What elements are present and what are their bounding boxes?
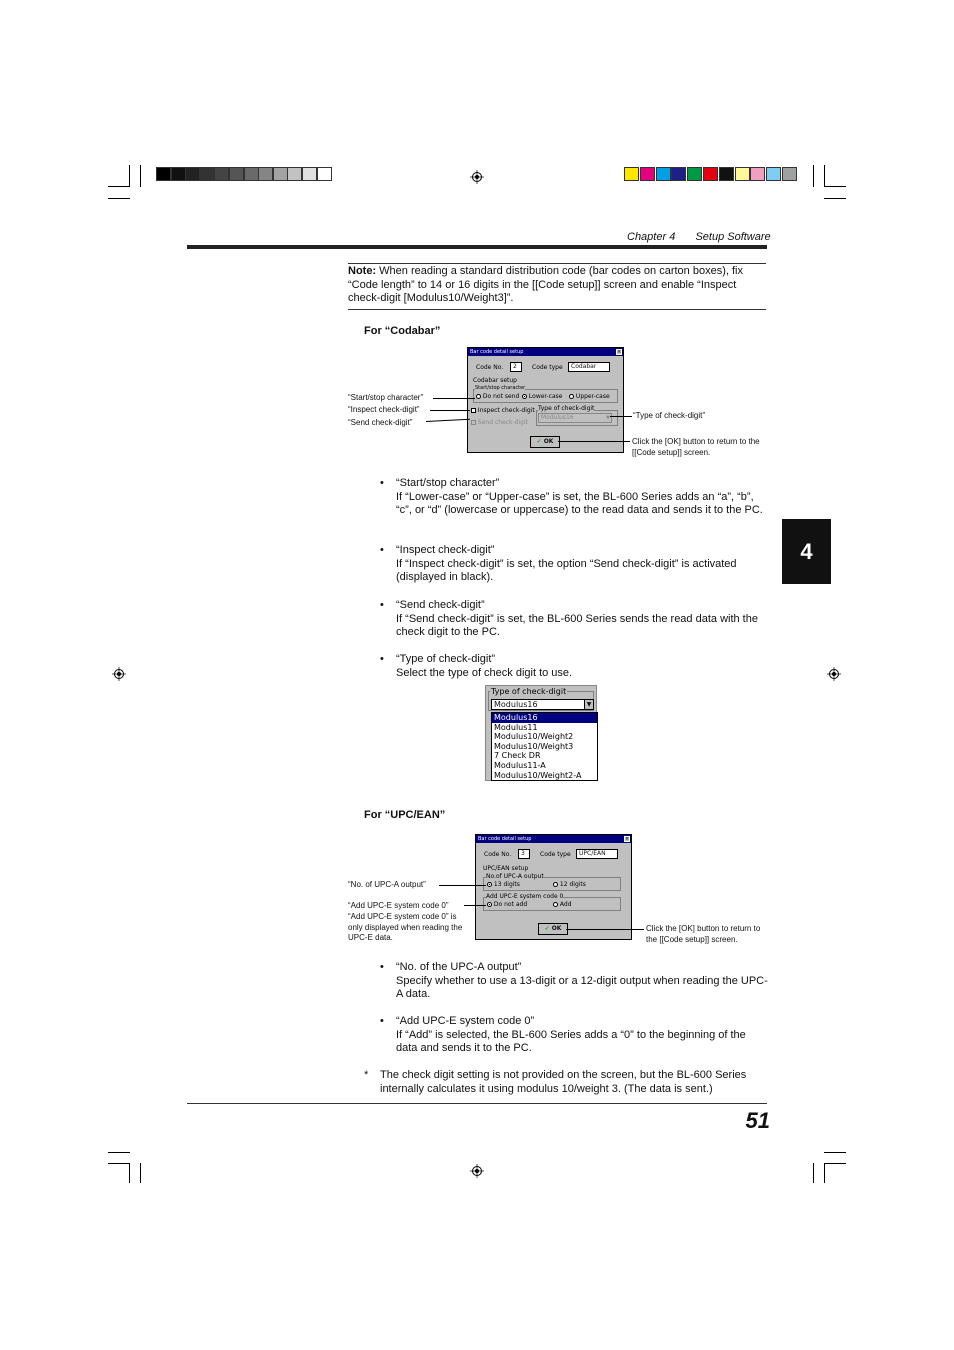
radio-13-digits[interactable]	[487, 881, 520, 888]
checkbox-label: Send check-digit	[477, 419, 528, 426]
check-icon: ✓	[544, 925, 550, 932]
callout-inspect: “Inspect check-digit”	[348, 405, 420, 414]
code-no-field[interactable]: 3	[518, 849, 530, 859]
process-swatch	[703, 167, 718, 181]
leader-line	[558, 441, 630, 442]
codabar-heading: For “Codabar”	[364, 325, 441, 337]
grey-swatch	[214, 167, 229, 181]
crop-mark	[108, 198, 130, 199]
callout-startstop: “Start/stop character”	[348, 393, 424, 402]
bullet-icon: •	[380, 599, 384, 611]
process-swatch	[782, 167, 797, 181]
bullet-title: “Send check-digit”	[396, 599, 485, 611]
registration-mark-icon	[470, 170, 484, 184]
note-label: Note:	[348, 265, 377, 277]
crop-mark	[824, 186, 846, 187]
page-number: 51	[745, 1108, 770, 1133]
bullet-icon: •	[380, 653, 384, 665]
bullet-type	[380, 653, 770, 680]
process-swatch	[624, 167, 639, 181]
bullet-icon: •	[380, 477, 384, 489]
bullet-title: “No. of the UPC-A output”	[396, 961, 522, 973]
inspect-checkbox[interactable]	[471, 407, 535, 414]
running-header	[627, 231, 771, 243]
process-swatch	[766, 167, 781, 181]
process-swatch	[687, 167, 702, 181]
send-checkbox[interactable]	[471, 419, 528, 426]
crop-mark	[108, 1152, 130, 1153]
bullet-body: If “Lower-case” or “Upper-case” is set, the BL-600 Series adds an “a”, “b”, “c”, or “d” (lowercase or uppercase) to the read data and sends it to the PC.	[396, 490, 763, 516]
dropdown-option[interactable]: 7 Check DR	[494, 751, 541, 761]
leader-line	[464, 905, 486, 906]
process-swatch	[750, 167, 765, 181]
leader-line	[566, 929, 644, 930]
code-type-label: Code type	[540, 851, 571, 858]
radio-icon	[553, 882, 558, 887]
callout-send: “Send check-digit”	[348, 418, 413, 427]
dropdown-option[interactable]: Modulus16	[492, 713, 597, 723]
crop-mark	[813, 165, 814, 187]
dropdown-option[interactable]: Modulus11-A	[494, 760, 546, 770]
type-select-value: Modulus16	[541, 414, 574, 421]
callout-upce-note: “Add UPC-E system code 0” is only displayed when reading the UPC-E data.	[348, 912, 463, 942]
upce-group-label: Add UPC-E system code 0	[486, 893, 564, 900]
dropdown-select[interactable]	[491, 699, 594, 710]
note-block	[348, 265, 766, 306]
registration-mark-icon	[470, 1164, 484, 1178]
radio-icon	[476, 394, 481, 399]
codabar-group-label: Codabar setup	[473, 377, 517, 384]
bullet-title: “Inspect check-digit”	[396, 544, 495, 556]
radio-label: Add	[559, 901, 572, 908]
chevron-down-icon: ▼	[606, 415, 610, 421]
grey-swatch	[244, 167, 259, 181]
bullet-title: “Type of check-digit”	[396, 653, 496, 665]
dropdown-list	[491, 712, 598, 781]
process-swatch	[735, 167, 750, 181]
ok-button[interactable]	[530, 436, 560, 448]
chapter-label: Chapter 4	[627, 231, 676, 243]
leader-line	[439, 885, 486, 886]
grey-swatch	[156, 167, 171, 181]
crop-mark	[824, 1163, 846, 1164]
process-swatch	[656, 167, 671, 181]
codabar-dialog	[467, 347, 624, 453]
crop-mark	[824, 1152, 846, 1153]
process-swatch	[719, 167, 734, 181]
callout-ok: Click the [OK] button to return to the [[Code setup]] screen.	[646, 924, 761, 944]
radio-label: Do not add	[493, 901, 528, 908]
code-type-field[interactable]: UPC/EAN	[576, 849, 618, 859]
header-rule	[187, 245, 767, 249]
crop-mark	[813, 1163, 814, 1183]
upcean-group-label: UPC/EAN setup	[483, 865, 529, 872]
note-top-rule	[348, 263, 766, 264]
dialog-titlebar	[476, 835, 631, 843]
ok-button[interactable]	[538, 923, 568, 935]
checkbox-icon	[471, 420, 476, 425]
crop-mark	[140, 1163, 141, 1183]
radio-do-not-send[interactable]	[476, 393, 519, 400]
radio-label: 12 digits	[559, 881, 586, 888]
radio-label: Do not send	[482, 393, 520, 400]
leader-line	[433, 398, 475, 399]
radio-icon	[553, 902, 558, 907]
registration-mark-icon	[827, 667, 841, 681]
callout-upca: “No. of UPC-A output”	[348, 880, 426, 889]
grey-swatch	[287, 167, 302, 181]
bullet-body: If “Send check-digit” is set, the BL-600 Series sends the read data with the check digit to the PC.	[396, 612, 758, 638]
grey-swatch	[258, 167, 273, 181]
crop-mark	[824, 165, 825, 187]
bullet-inspect	[380, 544, 770, 585]
bullet-title: “Add UPC-E system code 0”	[396, 1015, 535, 1027]
radio-icon	[569, 394, 574, 399]
bullet-icon: •	[380, 544, 384, 556]
radio-upper-case[interactable]	[569, 393, 610, 400]
process-swatch	[640, 167, 655, 181]
dialog-title: Bar code detail setup	[478, 836, 532, 842]
bullet-upca	[380, 961, 770, 1002]
type-group-label: Type of check-digit	[538, 405, 595, 412]
dropdown-option[interactable]: Modulus10/Weight2-A	[494, 770, 582, 780]
bullet-icon: •	[380, 961, 384, 973]
footer-rule	[187, 1103, 767, 1104]
bullet-icon: •	[380, 1015, 384, 1027]
section-label: Setup Software	[695, 231, 771, 243]
radio-label: Lower-case	[528, 393, 563, 400]
note-text: When reading a standard distribution code (bar codes on carton boxes), fix “Code length” to 14 or 16 digits in the [[Code setup]] screen and enable “Inspect check-digit [Modulus10/Weight3]”.	[348, 265, 743, 304]
upca-group-label: No.of UPC-A output	[486, 873, 544, 880]
code-no-label: Code No.	[484, 851, 512, 858]
bullet-send	[380, 599, 770, 640]
grey-swatch	[317, 167, 332, 181]
type-select[interactable]	[538, 413, 612, 423]
close-icon[interactable]: ×	[617, 349, 622, 355]
grey-swatch	[171, 167, 186, 181]
crop-mark	[129, 1163, 130, 1183]
check-icon: ✓	[536, 438, 542, 445]
bullet-body: If “Inspect check-digit” is set, the option “Send check-digit” is activated (displayed in black).	[396, 557, 737, 583]
callout-type: “Type of check-digit”	[633, 411, 706, 420]
radio-add[interactable]	[553, 901, 572, 908]
code-type-label: Code type	[532, 364, 563, 371]
registration-mark-icon	[112, 667, 126, 681]
dialog-titlebar	[468, 348, 623, 356]
crop-mark	[824, 198, 846, 199]
dropdown-selected-value: Modulus16	[494, 700, 538, 709]
grey-swatch	[200, 167, 215, 181]
bullet-body: Select the type of check digit to use.	[396, 666, 573, 679]
radio-do-not-add[interactable]	[487, 901, 527, 908]
chapter-tab: 4	[782, 519, 831, 584]
checkbox-label: Inspect check-digit	[477, 407, 535, 414]
bullet-startstop	[380, 477, 770, 518]
radio-label: 13 digits	[493, 881, 520, 888]
process-swatch	[671, 167, 686, 181]
dropdown-option[interactable]: Modulus10/Weight2	[494, 732, 574, 742]
bullet-upce	[380, 1015, 770, 1056]
dialog-title: Bar code detail setup	[470, 349, 524, 355]
crop-mark	[129, 165, 130, 187]
footnote-text: The check digit setting is not provided on the screen, but the BL-600 Series internally calculates it using modulus 10/weight 3. (The data is sent.)	[380, 1069, 747, 1095]
code-type-field[interactable]: Codabar	[568, 362, 610, 372]
startstop-group-label: Start/stop character	[475, 385, 526, 391]
bullet-body: If “Add” is selected, the BL-600 Series adds a “0” to the beginning of the data and sends it to the PC.	[396, 1028, 746, 1054]
bullet-title: “Start/stop character”	[396, 477, 500, 489]
grey-swatch	[273, 167, 288, 181]
dropdown-group-label: Type of check-digit	[491, 687, 567, 696]
radio-selected-icon	[487, 902, 492, 907]
radio-selected-icon	[522, 394, 527, 399]
note-bottom-rule	[348, 309, 766, 310]
radio-12-digits[interactable]	[553, 881, 586, 888]
callout-upce: “Add UPC-E system code 0”	[348, 901, 449, 910]
leader-line	[610, 416, 632, 417]
crop-mark	[108, 186, 130, 187]
ok-label: OK	[543, 438, 554, 445]
bullet-body: Specify whether to use a 13-digit or a 12-digit output when reading the UPC-A data.	[396, 974, 768, 1000]
crop-mark	[108, 1163, 130, 1164]
upcean-dialog	[475, 834, 632, 940]
leader-line	[430, 410, 470, 411]
dropdown-option[interactable]: Modulus11	[494, 722, 538, 732]
grey-swatch	[229, 167, 244, 181]
radio-lower-case[interactable]	[522, 393, 562, 400]
dropdown-option[interactable]: Modulus10/Weight3	[494, 741, 574, 751]
code-no-label: Code No.	[476, 364, 504, 371]
callout-ok: Click the [OK] button to return to the [[Code setup]] screen.	[632, 437, 760, 457]
footnote-mark: *	[364, 1069, 369, 1081]
code-no-field[interactable]: 2	[510, 362, 522, 372]
checkbox-icon	[471, 408, 476, 413]
footnote	[364, 1069, 764, 1096]
grey-swatch	[185, 167, 200, 181]
radio-label: Upper-case	[575, 393, 610, 400]
crop-mark	[824, 1163, 825, 1183]
crop-mark	[140, 165, 141, 187]
radio-selected-icon	[487, 882, 492, 887]
chevron-down-icon[interactable]: ▼	[584, 700, 593, 709]
leader-line	[426, 419, 470, 422]
check-digit-dropdown	[485, 685, 597, 781]
ok-label: OK	[551, 925, 562, 932]
grey-swatch	[302, 167, 317, 181]
close-icon[interactable]: ×	[625, 836, 630, 842]
upcean-heading: For “UPC/EAN”	[364, 809, 446, 821]
